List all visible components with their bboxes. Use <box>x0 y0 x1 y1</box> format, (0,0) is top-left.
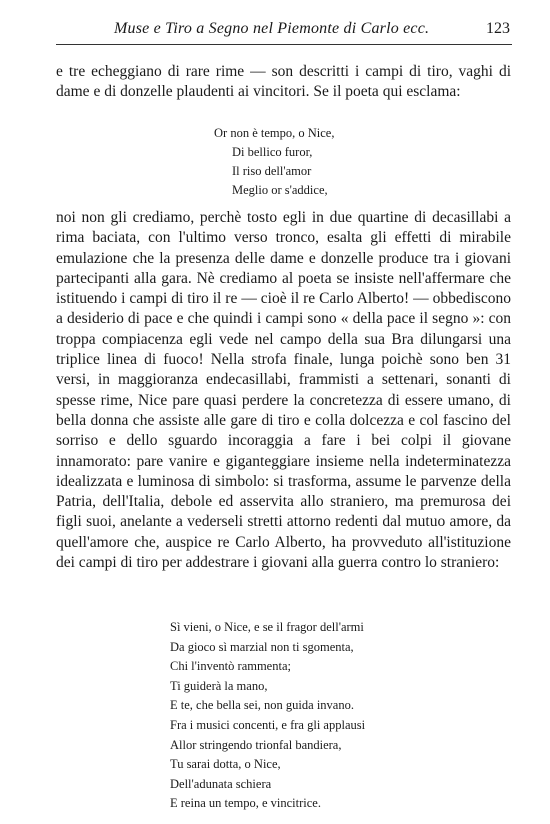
running-header <box>56 20 516 42</box>
verse-line: Or non è tempo, o Nice, <box>214 126 335 140</box>
verse-line: Fra i musici concenti, e fra gli applausi <box>170 717 366 732</box>
paragraph-1: e tre echeggiano di rare rime — son descritti i campi di tiro, vaghi di dame e di donzelle plaudenti ai vincitori. Se il poeta qui esclama: <box>56 63 511 101</box>
verse-line: Tu sarai dotta, o Nice, <box>170 757 281 772</box>
header-rule <box>56 44 512 45</box>
verse-line: Ti guiderà la mano, <box>170 678 268 693</box>
verse-line: Da gioco sì marzial non ti sgomenta, <box>170 639 354 654</box>
verse-line: E reina un tempo, e vincitrice. <box>170 796 321 811</box>
page-number: 123 <box>486 20 510 37</box>
verse-line: Allor stringendo trionfal bandiera, <box>170 737 342 752</box>
verse-line: Dell'adunata schiera <box>170 776 272 791</box>
verse-line: Sì vieni, o Nice, e se il fragor dell'armi <box>170 620 364 634</box>
verse-line: Chi l'inventò rammenta; <box>170 659 291 674</box>
paragraph-2: noi non gli crediamo, perchè tosto egli in due quartine di decasillabi a rima baciata, con l'ultimo verso tronco, esalta gli effetti di mirabile emulazione che la presenza delle dame e donzelle produce tra i giovani partecipanti alla gara. Nè crediamo al poeta se insiste nell'affermare che istituendo i campi di tiro il re — cioè il re Carlo Alberto! — obbediscono a desiderio di pace e che quindi i campi sono « della pace il segno »: con troppa compiacenza egli vede nel campo della sua Bra dilungarsi una triplice linea di fuoco! Nella strofa finale, lunga poichè sono ben 31 versi, in maggioranza endecasillabi, frammisti a settenari, sonanti di spesse rime, Nice pare quasi perdere la concretezza di essere umano, di bella donna che assiste alle gare di tiro e colla dolcezza e col fascino del sorriso e dello sguardo incoraggia a fare i bei colpi il giovane innamorato: pare vanire e giganteggiare insieme nella indeterminatezza idealizzata e luminosa di simbolo: si trasforma, assume le parvenze della Patria, dell'Italia, debole ed asservita allo straniero, ma premurosa dei figli suoi, anelante a vederseli stretti attorno redenti dal mutuo amore, da quell'amore che, auspice re Carlo Alberto, ha provveduto all'istituzione dei campi di tiro per addestrare i giovani alla guerra contro lo straniero: <box>56 209 511 572</box>
verse-block-1 <box>214 124 334 200</box>
verse-line: Il riso dell'amor <box>232 164 312 178</box>
verse-line: Meglio or s'addice, <box>232 183 328 197</box>
verse-line: E te, che bella sei, non guida invano. <box>170 698 354 713</box>
verse-block-2 <box>170 618 365 814</box>
running-title: Muse e Tiro a Segno nel Piemonte di Carlo ecc. <box>114 20 430 37</box>
verse-line: Di bellico furor, <box>232 145 313 159</box>
